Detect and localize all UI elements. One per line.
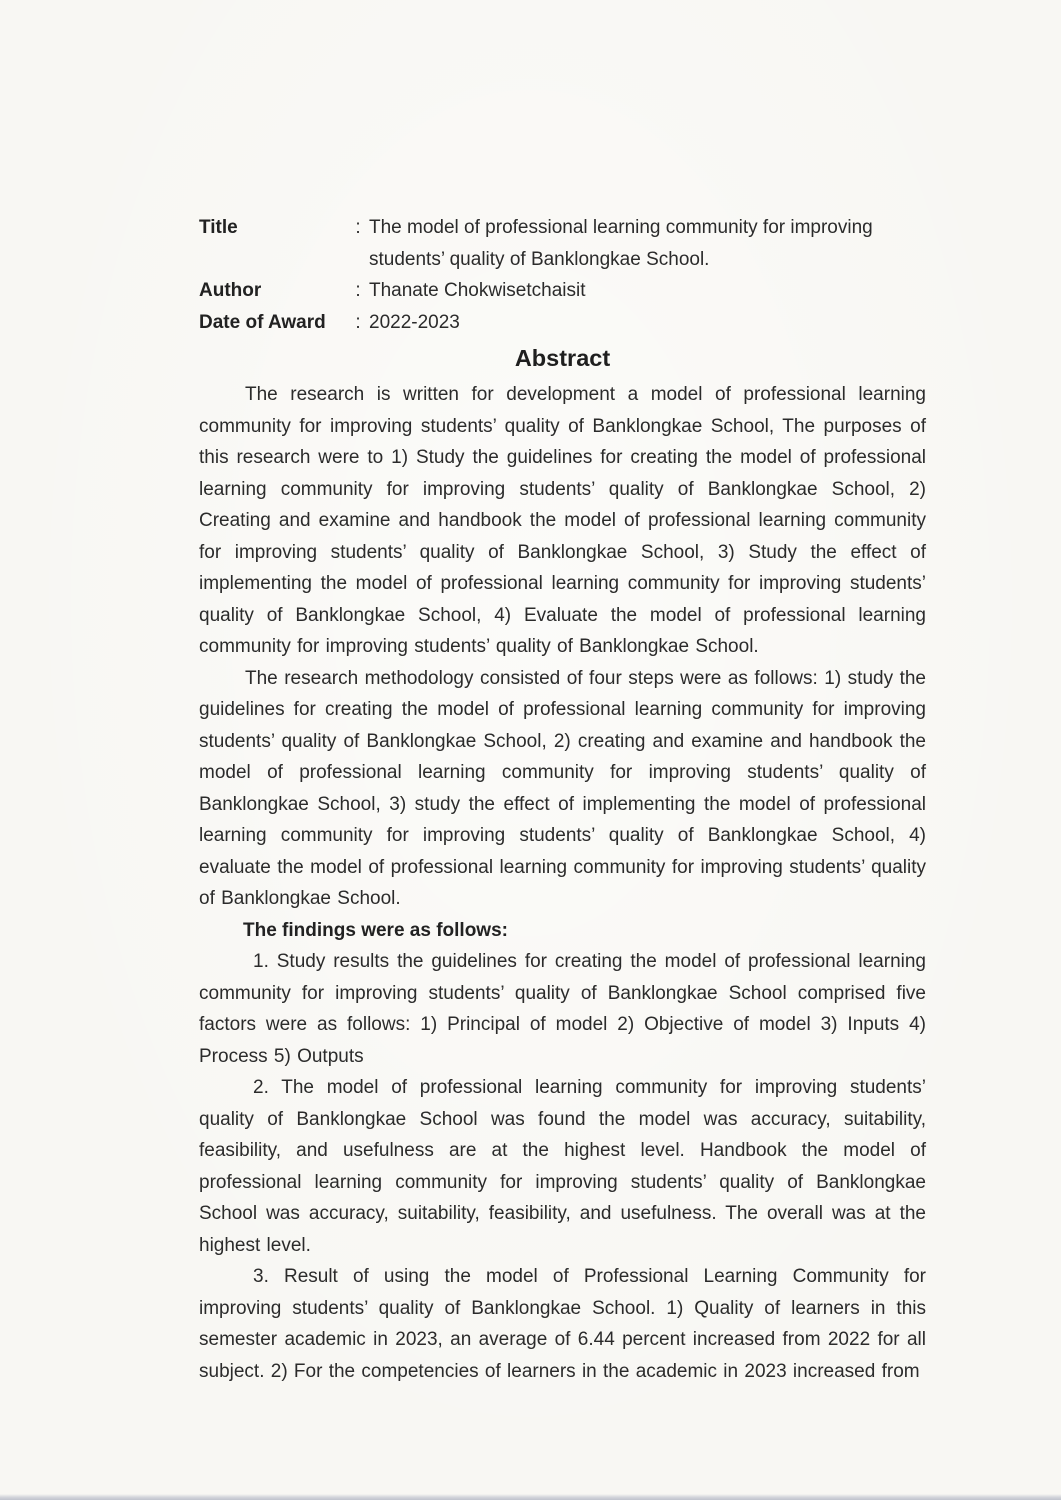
abstract-paragraph-2: The research methodology consisted of four steps were as follows: 1) study the guidelines for creating the model of professional learning community for improving students’ quality of Banklongkae School, 2) creating and examine and handbook the model of professional learning community for improving students’ quality of Banklongkae School, 3) study the effect of implementing the model of professional learning community for improving students’ quality of Banklongkae School, 4) evaluate the model of professional learning community for improving students’ quality of Banklongkae School.: [199, 667, 926, 909]
date-of-award-label: Date of Award: [199, 311, 326, 333]
page-content: [199, 212, 926, 1387]
author-value-line-1: Thanate Chokwisetchaisit: [369, 280, 586, 301]
meta-row-date-of-award: [199, 307, 926, 339]
date-of-award-separator: :: [355, 311, 361, 333]
author-label: Author: [199, 280, 262, 301]
title-value-line-2: students’ quality of Banklongkae School.: [369, 248, 710, 270]
findings-paragraph-2: 2. The model of professional learning community for improving students’ quality of Banklongkae School was found the model was accuracy, suitability, feasibility, and usefulness are at the highest level. Handbook the model of professional learning community for improving students’ quality of Banklongkae School was accuracy, suitability, feasibility, and usefulness. The overall was at the highest level.: [199, 1077, 926, 1256]
page-bottom-edge: [0, 1494, 1061, 1500]
meta-row-title: [199, 212, 926, 275]
abstract-paragraph-1: The research is written for development a model of professional learning community for improving students’ quality of Banklongkae School, The purposes of this research were to 1) Study the guidelines for creating the model of professional learning community for improving students’ quality of Banklongkae School, 2) Creating and examine and handbook the model of professional learning community for improving students’ quality of Banklongkae School, 3) Study the effect of implementing the model of professional learning community for improving students’ quality of Banklongkae School, 4) Evaluate the model of professional learning community for improving students’ quality of Banklongkae School.: [199, 384, 926, 657]
author-value: [369, 275, 926, 307]
findings-heading: The findings were as follows:: [243, 919, 508, 941]
findings-paragraph-3: 3. Result of using the model of Professional Learning Community for improving students’ quality of Banklongkae School. 1) Quality of learners in this semester academic in 2023, an average of 6.44 percent increased from 2022 for all subject. 2) For the competencies of learners in the academic in 2023 increased from: [199, 1266, 926, 1382]
title-label: Title: [199, 217, 238, 238]
title-value: [369, 212, 926, 275]
date-of-award-value-line-1: 2022-2023: [369, 311, 460, 333]
abstract-heading: Abstract: [514, 345, 611, 371]
meta-row-author: [199, 275, 926, 307]
findings-paragraph-1: 1. Study results the guidelines for creating the model of professional learning community for improving students’ quality of Banklongkae School comprised five factors were as follows: 1) Principal of model 2) Objective of model 3) Inputs 4) Process 5) Outputs: [199, 951, 926, 1067]
title-separator: :: [355, 217, 361, 238]
author-separator: :: [355, 280, 361, 301]
date-of-award-value: [369, 307, 926, 339]
title-value-line-1: The model of professional learning community for improving: [369, 217, 873, 238]
abstract-body: [199, 379, 926, 1387]
document-meta: [199, 212, 926, 338]
